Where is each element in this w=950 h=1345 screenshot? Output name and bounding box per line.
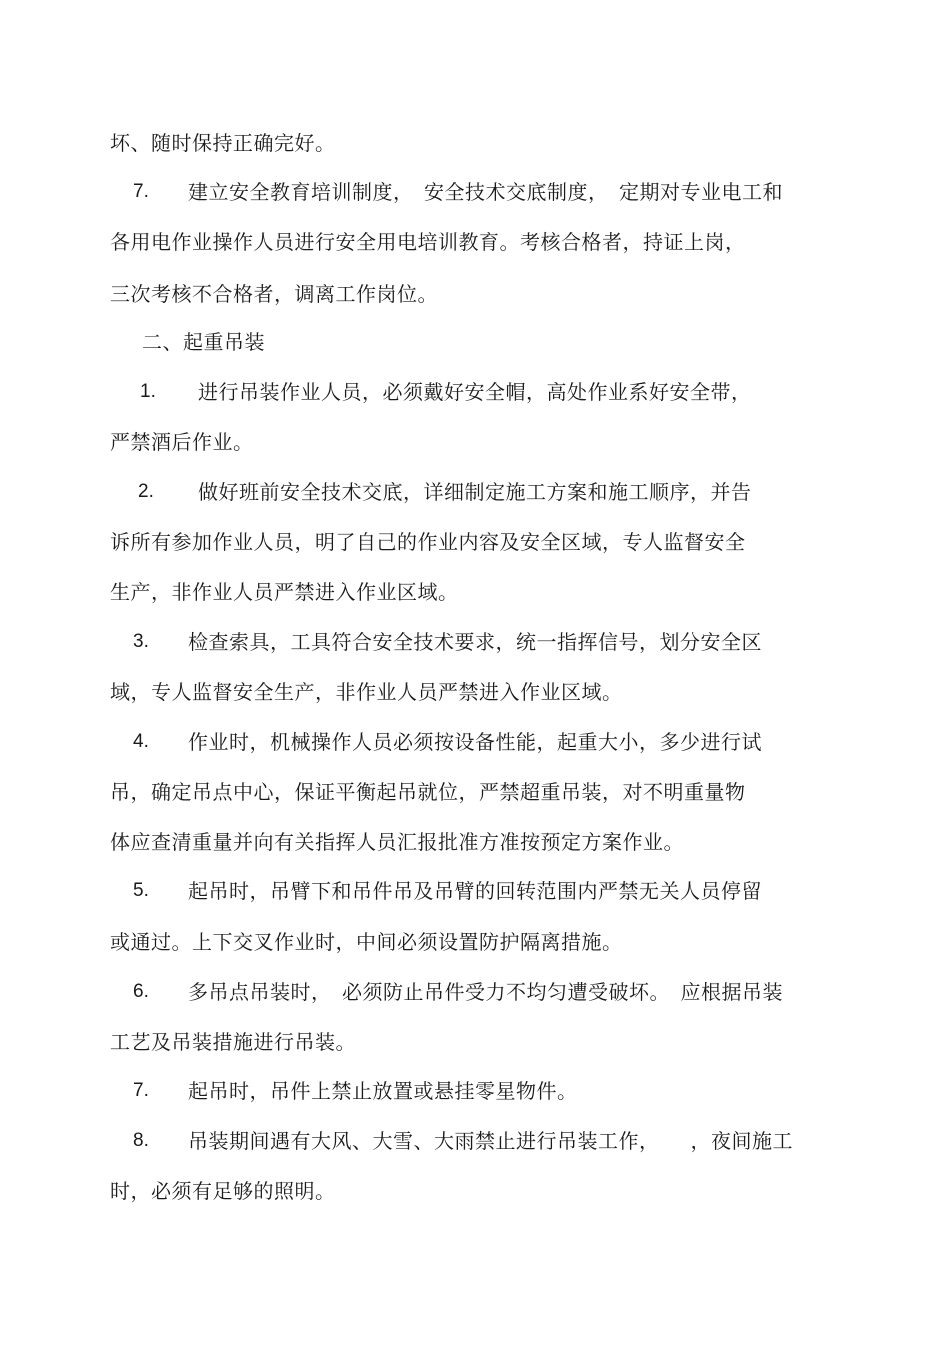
text-line: 建立安全教育培训制度， 安全技术交底制度， 定期对专业电工和 — [188, 180, 783, 204]
text-line: 做好班前安全技术交底，详细制定施工方案和施工顺序，并告 — [198, 480, 752, 504]
text-line: 三次考核不合格者，调离工作岗位。 — [110, 282, 438, 306]
list-number: 7. — [133, 181, 149, 202]
text-line: 吊，确定吊点中心，保证平衡起吊就位，严禁超重吊装，对不明重量物 — [110, 780, 746, 804]
list-number: 6. — [133, 981, 149, 1002]
list-number: 5. — [133, 880, 149, 901]
text-line: 或通过。上下交叉作业时，中间必须设置防护隔离措施。 — [110, 930, 623, 954]
list-number: 1. — [140, 381, 156, 402]
list-number: 4. — [133, 731, 149, 752]
text-line: 各用电作业操作人员进行安全用电培训教育。考核合格者，持证上岗， — [110, 230, 746, 254]
text-line: 起吊时，吊件上禁止放置或悬挂零星物件。 — [188, 1079, 578, 1103]
text-line: 吊装期间遇有大风、大雪、大雨禁止进行吊装工作， ，夜间施工 — [188, 1129, 793, 1153]
text-line: 工艺及吊装措施进行吊装。 — [110, 1030, 356, 1054]
list-number: 7. — [133, 1080, 149, 1101]
text-line: 严禁酒后作业。 — [110, 430, 254, 454]
text-line: 检查索具，工具符合安全技术要求，统一指挥信号，划分安全区 — [188, 630, 762, 654]
text-line: 诉所有参加作业人员，明了自己的作业内容及安全区域，专人监督安全 — [110, 530, 746, 554]
text-line: 坏、随时保持正确完好。 — [110, 131, 336, 155]
list-number: 2. — [138, 481, 154, 502]
text-line: 域，专人监督安全生产，非作业人员严禁进入作业区域。 — [110, 680, 623, 704]
text-line: 生产，非作业人员严禁进入作业区域。 — [110, 580, 459, 604]
list-number: 8. — [133, 1130, 149, 1151]
text-line: 进行吊装作业人员，必须戴好安全帽，高处作业系好安全带， — [198, 380, 752, 404]
text-line: 作业时，机械操作人员必须按设备性能，起重大小，多少进行试 — [188, 730, 762, 754]
text-line: 起吊时，吊臂下和吊件吊及吊臂的回转范围内严禁无关人员停留 — [188, 879, 762, 903]
text-line: 多吊点吊装时， 必须防止吊件受力不均匀遭受破坏。 应根据吊装 — [188, 980, 783, 1004]
text-line: 时，必须有足够的照明。 — [110, 1179, 336, 1203]
list-number: 3. — [133, 631, 149, 652]
section-heading: 二、起重吊装 — [142, 330, 265, 354]
text-line: 体应查清重量并向有关指挥人员汇报批准方准按预定方案作业。 — [110, 830, 684, 854]
